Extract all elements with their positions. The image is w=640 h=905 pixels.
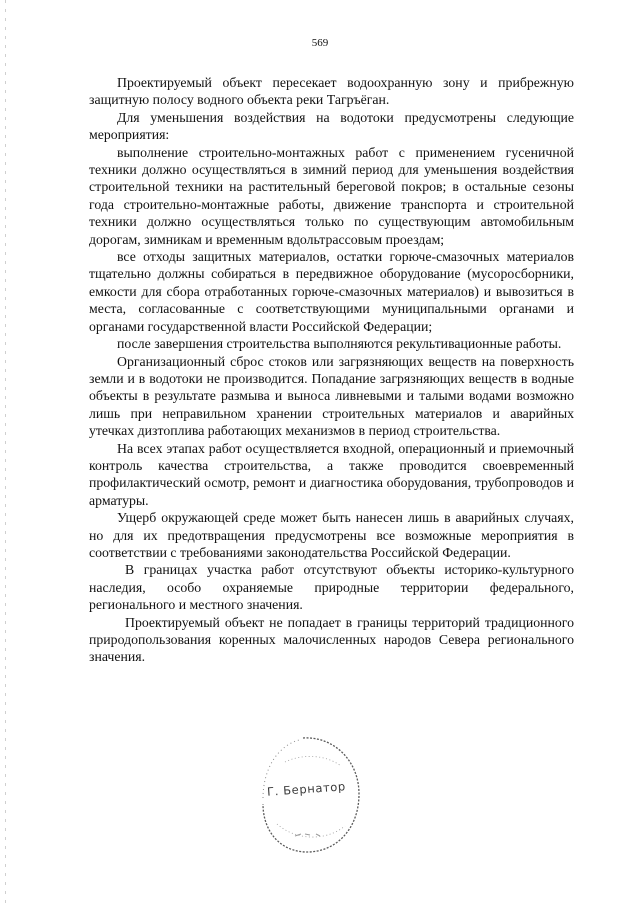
paragraph-measures-intro: Для уменьшения воздействия на водотоки предусмотрены следующие мероприятия: (89, 109, 574, 143)
paragraph-no-discharge: Организационный сброс стоков или загрязняющих веществ на поверхность земли и в водотоки не производится. Попадание загрязняющих веществ в водные объекты в результате размыва и выноса ливневыми и талыми водами возможно лишь при неправильном хранении строительных материалов и аварийных утечках дизтоплива работающих механизмов в период строительства. (89, 353, 574, 439)
paragraph-measure-winter-works: выполнение строительно-монтажных работ с применением гусеничной техники должно осуществляться в зимний период для уменьшения воздействия строительной техники на растительный береговой покров; в остальные сезоны года строительно-монтажные работы, движение транспорта и строительной техники должно осуществляться только по существующим автомобильным дорогам, зимникам и временным вдольтрассовым проездам; (89, 144, 574, 247)
paragraph-measure-waste-collection: все отходы защитных материалов, остатки горюче-смазочных материалов тщательно должны собираться в передвижное оборудование (мусоросборники, емкости для сбора отработанных горюче-смазочных материалов) и вывозиться в места, согласованные с соответствующими муниципальными органами и органами государственной власти Российской Федерации; (89, 249, 574, 334)
paragraph-traditional-lands: Проектируемый объект не попадает в границы территорий традиционного природопользования коренных малочисленных народов Севера регионального значения. (89, 614, 574, 665)
paragraph-quality-control: На всех этапах работ осуществляется входной, операционный и приемочный контроль качества строительства, а также проводится своевременный профилактический осмотр, ремонт и диагностика оборудования, трубопроводов и арматуры. (89, 440, 574, 508)
paragraph-measure-recultivation: после завершения строительства выполняются рекультивационные работы. (117, 336, 562, 352)
signature-text: Г. Бернатор (266, 779, 347, 799)
paragraph-water-protection-zone: Проектируемый объект пересекает водоохранную зону и прибрежную защитную полосу водного объекта реки Тагръёган. (89, 75, 574, 108)
page-number: 569 (311, 37, 329, 49)
paragraph-environmental-damage: Ущерб окружающей среде может быть нанесен лишь в аварийных случаях, но для их предотвращения предусмотрены все возможные мероприятия в соответствии с требованиями законодательства Российской Федерации. (89, 510, 574, 560)
document-body (89, 74, 574, 666)
page-edge-mark (5, 0, 6, 905)
paragraph-heritage-objects: В границах участка работ отсутствуют объекты историко-культурного наследия, особо охраняемые природные территории федерального, регионального и местного значения. (89, 562, 574, 613)
signature-stamp (255, 732, 365, 857)
